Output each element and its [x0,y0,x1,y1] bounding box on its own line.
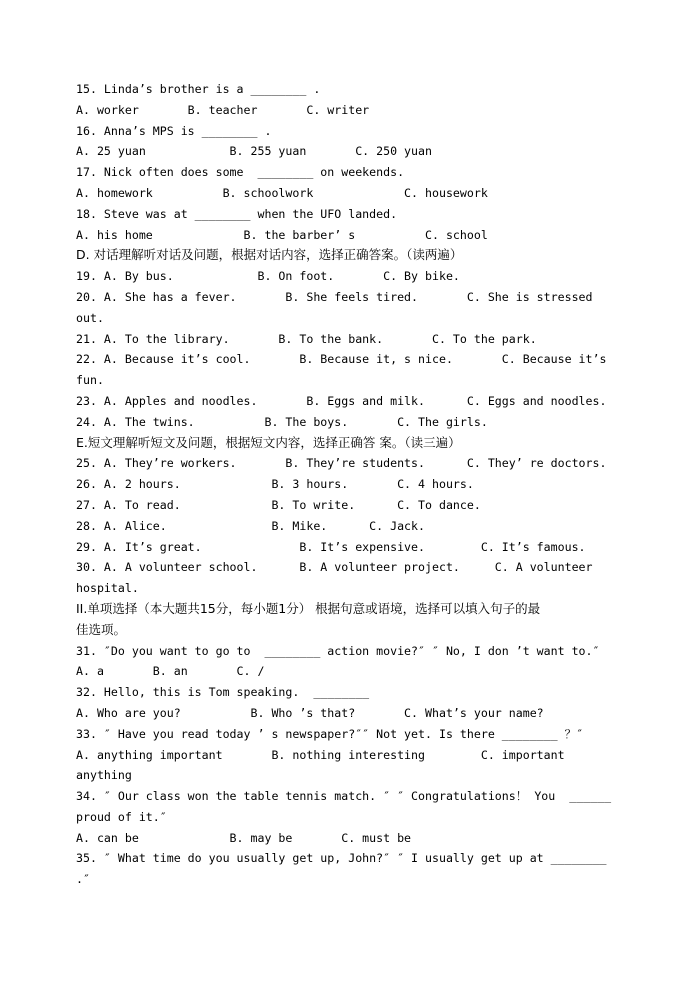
section-ii-heading-cont: 佳选项。 [76,621,127,637]
options-15: A. worker B. teacher C. writer [76,102,370,117]
section-d-heading: D. 对话理解听对话及问题，根据对话内容，选择正确答案。（读两遍） [76,247,463,263]
question-19: 19. A. By bus. B. On foot. C. By bike. [76,269,460,284]
options-17: A. homework B. schoolwork C. housework [76,185,488,200]
question-30-cont: hospital. [76,581,139,596]
section-ii-heading: II.单项选择（本大题共15分，每小题1分） 根据句意或语境，选择可以填入句子的最 [76,600,541,616]
options-32: A. Who are you? B. Who ’s that? C. What’s your name? [76,705,544,720]
options-18: A. his home B. the barber’ s C. school [76,227,488,242]
section-e-heading: E.短文理解听短文及问题，根据短文内容，选择正确答 案。（读三遍） [76,434,461,450]
question-34: 34. ″ Our class won the table tennis match. ″ ″ Congratulations！ You ______ [76,789,612,804]
question-20: 20. A. She has a fever. B. She feels tired. C. She is stressed [76,289,593,304]
question-34-cont: proud of it.″ [76,809,167,824]
question-35: 35. ″ What time do you usually get up, John?″ ″ I usually get up at ________ [76,851,607,866]
options-16: A. 25 yuan B. 255 yuan C. 250 yuan [76,144,432,159]
options-33-cont: anything [76,768,132,783]
question-20-cont: out. [76,310,104,325]
question-35-cont: .″ [76,872,90,887]
question-18: 18. Steve was at ________ when the UFO landed. [76,206,398,221]
question-23: 23. A. Apples and noodles. B. Eggs and milk. C. Eggs and noodles. [76,393,607,408]
question-21: 21. A. To the library. B. To the bank. C. To the park. [76,331,537,346]
exam-page [76,79,636,890]
question-22: 22. A. Because it’s cool. B. Because it, s nice. C. Because it’s [76,352,607,367]
question-28: 28. A. Alice. B. Mike. C. Jack. [76,518,426,533]
question-25: 25. A. They’re workers. B. They’re students. C. They’ re doctors. [76,456,607,471]
question-17: 17. Nick often does some ________ on weekends. [76,165,405,180]
options-33: A. anything important B. nothing interesting C. important [76,747,565,762]
question-32: 32. Hello, this is Tom speaking. ________ [76,685,370,700]
question-33: 33. ″ Have you read today ’ s newspaper?″″ Not yet. Is there ________ ？″ [76,726,584,741]
options-34: A. can be B. may be C. must be [76,830,412,845]
question-27: 27. A. To read. B. To write. C. To dance. [76,497,481,512]
question-15: 15. Linda’s brother is a ________ . [76,82,321,96]
question-24: 24. A. The twins. B. The boys. C. The girls. [76,414,488,429]
options-31: A. a B. an C. / [76,664,265,679]
question-26: 26. A. 2 hours. B. 3 hours. C. 4 hours. [76,477,474,492]
question-22-cont: fun. [76,373,104,388]
question-30: 30. A. A volunteer school. B. A volunteer project. C. A volunteer [76,560,593,575]
question-31: 31. ″Do you want to go to ________ action movie?″ ″ No, I don ’t want to.″ [76,643,600,658]
question-16: 16. Anna’s MPS is ________ . [76,123,272,138]
question-29: 29. A. It’s great. B. It’s expensive. C. It’s famous. [76,539,586,554]
